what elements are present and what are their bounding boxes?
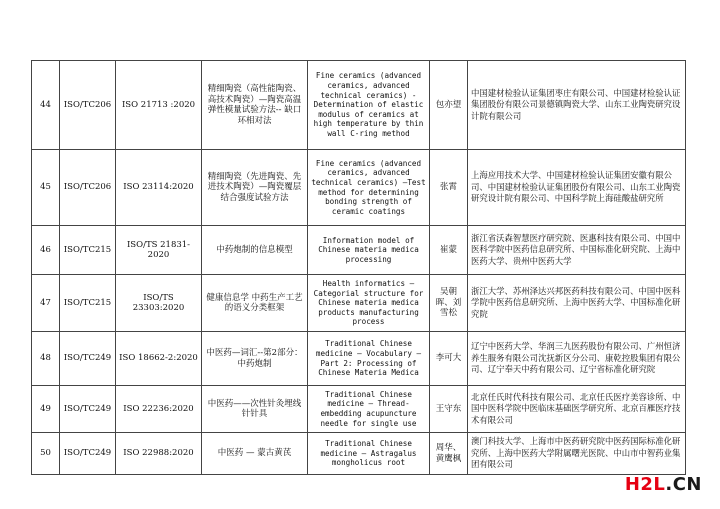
row-number: 46 [32, 226, 60, 275]
table-row [32, 332, 686, 386]
person-cell: 李可大 [430, 332, 468, 386]
tc-cell: ISO/TC249 [60, 433, 116, 475]
row-number: 45 [32, 150, 60, 226]
standard-number-cell: ISO 22988:2020 [116, 433, 202, 475]
standards-table [31, 60, 686, 475]
standards-table-page [31, 60, 686, 475]
table-row [32, 150, 686, 226]
standard-number-cell: ISO/TS 23303:2020 [116, 275, 202, 332]
english-title-cell: Fine ceramics (advanced ceramics, advanced technical ceramics) —Test method for determining bonding strength of ceramic coatings [308, 150, 430, 226]
person-cell: 吴朝晖、刘雪松 [430, 275, 468, 332]
tc-cell: ISO/TC215 [60, 226, 116, 275]
table-body [32, 61, 686, 475]
tc-cell: ISO/TC206 [60, 150, 116, 226]
standard-number-cell: ISO 18662-2:2020 [116, 332, 202, 386]
english-title-cell: Traditional Chinese medicine — Astragalus mongholicus root [308, 433, 430, 475]
person-cell: 崔蒙 [430, 226, 468, 275]
chinese-title-cell: 中医药——次性针灸埋线针针具 [202, 386, 308, 433]
english-title-cell: Information model of Chinese materia medica processing [308, 226, 430, 275]
row-number: 47 [32, 275, 60, 332]
organizations-cell: 浙江大学、苏州泽达兴邦医药科技有限公司、中国中医科学院中医药信息研究所、上海中医药大学、中国标准化研究院 [468, 275, 686, 332]
person-cell: 周华、黄鹰枫 [430, 433, 468, 475]
table-row [32, 61, 686, 150]
english-title-cell: Fine ceramics (advanced ceramics, advanced technical ceramics) - Determination of elastic modulus of ceramics at high temperature by thin wall C-ring method [308, 61, 430, 150]
organizations-cell: 澳门科技大学、上海市中医药研究院中医药国际标准化研究所、上海中医药大学附属曙光医院、中山市中智药业集团有限公司 [468, 433, 686, 475]
tc-cell: ISO/TC249 [60, 332, 116, 386]
row-number: 44 [32, 61, 60, 150]
table-row [32, 386, 686, 433]
organizations-cell: 北京任氏时代科技有限公司、北京任氏医疗美容诊所、中国中医科学院中医临床基础医学研究所、北京百雁医疗技术有限公司 [468, 386, 686, 433]
row-number: 48 [32, 332, 60, 386]
chinese-title-cell: 中医药—词汇--第2部分：中药炮制 [202, 332, 308, 386]
chinese-title-cell: 中医药 — 蒙古黄芪 [202, 433, 308, 475]
organizations-cell: 辽宁中医药大学、华润三九医药股份有限公司、广州恒济养生服务有限公司沈抚新区分公司、康乾控股集团有限公司、辽宁奉天中药有限公司、辽宁省标准化研究院 [468, 332, 686, 386]
english-title-cell: Traditional Chinese medicine — Vocabulary — Part 2: Processing of Chinese Materia Medica [308, 332, 430, 386]
standard-number-cell: ISO 21713 :2020 [116, 61, 202, 150]
person-cell: 张霄 [430, 150, 468, 226]
standard-number-cell: ISO 23114:2020 [116, 150, 202, 226]
person-cell: 包亦望 [430, 61, 468, 150]
standard-number-cell: ISO/TS 21831-2020 [116, 226, 202, 275]
chinese-title-cell: 精细陶瓷（先进陶瓷、先进技术陶瓷）—陶瓷覆层结合强度试验方法 [202, 150, 308, 226]
chinese-title-cell: 健康信息学 中药生产工艺的语义分类框架 [202, 275, 308, 332]
chinese-title-cell: 中药炮制的信息模型 [202, 226, 308, 275]
row-number: 49 [32, 386, 60, 433]
tc-cell: ISO/TC215 [60, 275, 116, 332]
tc-cell: ISO/TC206 [60, 61, 116, 150]
person-cell: 王守东 [430, 386, 468, 433]
chinese-title-cell: 精细陶瓷（高性能陶瓷、高技术陶瓷）—陶瓷高温弹性模量试验方法-- 缺口环相对法 [202, 61, 308, 150]
organizations-cell: 浙江省沃森智慧医疗研究院、医惠科技有限公司、中国中医科学院中医药信息研究所、中国标准化研究院、上海中医药大学、贵州中医药大学 [468, 226, 686, 275]
standard-number-cell: ISO 22236:2020 [116, 386, 202, 433]
english-title-cell: Health informatics —Categorial structure for Chinese materia medica products manufacturing process [308, 275, 430, 332]
organizations-cell: 中国建材检验认证集团枣庄有限公司、中国建材检验认证集团股份有限公司景德镇陶瓷大学、山东工业陶瓷研究设计院有限公司 [468, 61, 686, 150]
row-number: 50 [32, 433, 60, 475]
tc-cell: ISO/TC249 [60, 386, 116, 433]
table-row [32, 226, 686, 275]
h2l-watermark-logo: H2L.CN [624, 474, 702, 495]
table-row [32, 433, 686, 475]
organizations-cell: 上海应用技术大学、中国建材检验认证集团安徽有限公司、中国建材检验认证集团股份有限公司、山东工业陶瓷研究设计院有限公司、中国科学院上海硅酸盐研究所 [468, 150, 686, 226]
english-title-cell: Traditional Chinese medicine — Thread-embedding acupuncture needle for single use [308, 386, 430, 433]
table-row [32, 275, 686, 332]
